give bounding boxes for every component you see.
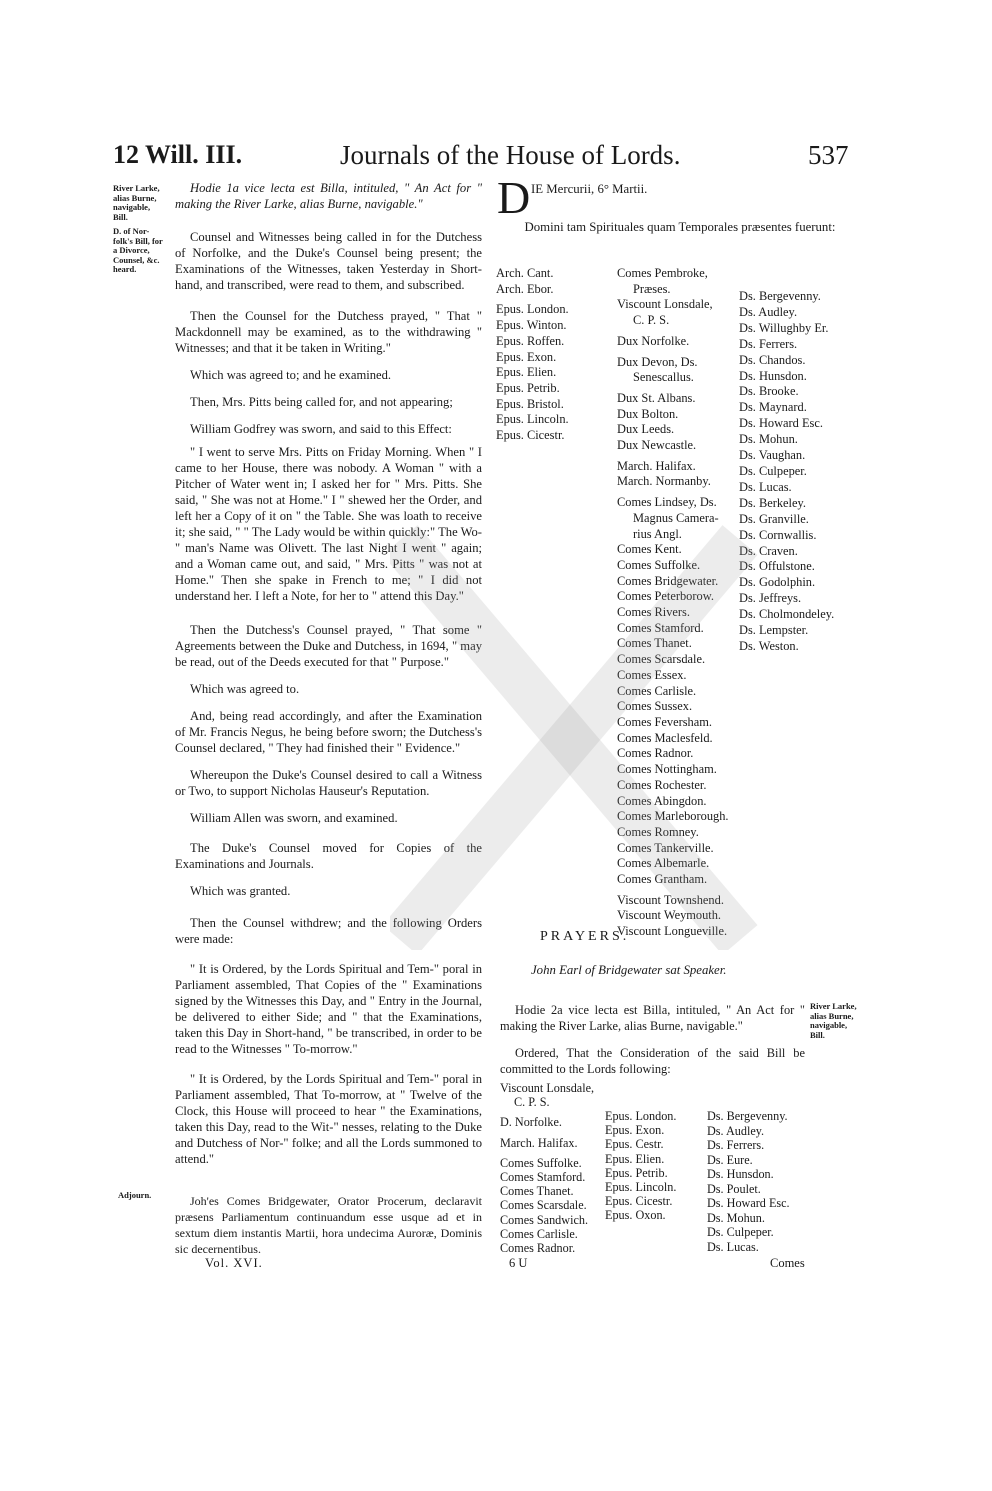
page-header-title: Journals of the House of Lords. (340, 140, 681, 170)
list-item: Comes Marleborough. (617, 809, 729, 824)
list-item: Ds. Brooke. (739, 384, 799, 399)
paragraph-order-examinations: " It is Ordered, by the Lords Spiritual and Tem-" poral in Parliament assembled, That To-morrow, at " Twelve of the Clock, this House will proceed to hear " the Examinations, taken this Day, read to the Wit-" nesses, relating to the Duke and Dutchess of Nor-" folke; and all the Lords summoned to attend." (175, 1072, 482, 1166)
list-item: Epus. Roffen. (496, 333, 565, 348)
margin-note-norfolk-divorce: D. of Nor- folk's Bill, for a Divorce, Counsel, &c. heard. (113, 226, 163, 274)
list-item: Arch. Cant. (496, 266, 554, 280)
list-item: Dux Norfolke. (617, 333, 690, 348)
list-item: Comes Suffolke. (500, 1155, 582, 1170)
list-item: Comes Abingdon. (617, 793, 707, 808)
list-item: Comes Maclesfeld. (617, 730, 713, 745)
list-item: Epus. Oxon. (605, 1208, 666, 1223)
list-item: Senescallus. (633, 370, 694, 385)
list-item: Ds. Mohun. (739, 432, 798, 447)
drop-cap-letter: D (497, 172, 531, 223)
list-item: Ds. Maynard. (739, 400, 807, 415)
paragraph-negus: And, being read accordingly, and after the Examination of Mr. Francis Negus, he being before sworn; the Dutchess's Counsel declared, " They had finished their " Evidence." (175, 709, 482, 755)
list-item: Ds. Jeffreys. (739, 591, 802, 606)
list-item: Ds. Bergevenny. (707, 1109, 788, 1123)
list-item: Dux St. Albans. (617, 390, 696, 405)
list-item: Comes Romney. (617, 824, 699, 839)
watermark-cross (390, 520, 760, 950)
prayers-heading: PRAYERS. (540, 929, 630, 944)
list-item: Dux Leeds. (617, 422, 675, 437)
list-item: Dux Devon, Ds. (617, 354, 698, 369)
list-item: Ds. Berkeley. (739, 495, 806, 510)
list-item: Comes Stamford. (617, 620, 704, 635)
list-item: Ds. Godolphin. (739, 575, 816, 590)
list-item: Comes Peterborow. (617, 589, 714, 604)
list-item: Ds. Ferrers. (739, 336, 798, 351)
list-item: Epus. Petrib. (605, 1165, 668, 1180)
list-item: Viscount Lonsdale, (617, 297, 713, 312)
paragraph-pitts-absent: Then, Mrs. Pitts being called for, and not appearing; (190, 395, 453, 409)
paragraph-counsel-withdrew: Then the Counsel withdrew; and the following Orders were made: (175, 916, 482, 946)
list-item: Comes Sandwich. (500, 1212, 589, 1227)
list-item: Ds. Vaughan. (739, 448, 806, 463)
list-item: Comes Carlisle. (500, 1226, 578, 1241)
list-item: Comes Nottingham. (617, 762, 717, 777)
list-item: D. Norfolke. (500, 1115, 562, 1130)
list-item: Ds. Offulstone. (739, 559, 815, 574)
domini-heading: Domini tam Spirituales quam Temporales præsentes fuerunt: (524, 220, 836, 234)
committee-bishops-list (605, 1109, 676, 1223)
list-item: Comes Stamford. (500, 1170, 586, 1185)
list-item: Viscount Lonsdale, (500, 1081, 595, 1095)
speaker-line: John Earl of Bridgewater sat Speaker. (531, 963, 727, 977)
committee-barons-list (707, 1109, 790, 1254)
paragraph-allen-sworn: William Allen was sworn, and examined. (190, 811, 398, 825)
list-item: Ds. Bergevenny. (739, 289, 821, 303)
paragraph-order-copies: " It is Ordered, by the Lords Spiritual and Tem-" poral in Parliament assembled, That Copies of the " Examinations signed by the Witnesses this Day, and " Entry in the Journal, be delivered to either Side; and " that the Examinations, taken this Day in Short-hand, " be transcribed, in order to be read to the Witnesses " To-morrow." (175, 962, 482, 1056)
list-item: Ds. Lucas. (739, 479, 792, 494)
list-item: Epus. Cicestr. (605, 1194, 673, 1209)
list-item: Ds. Ferrers. (707, 1138, 765, 1152)
list-item: Magnus Camera- (633, 510, 719, 525)
list-item: Comes Radnor. (617, 746, 694, 761)
list-item: Ds. Culpeper. (707, 1225, 774, 1239)
paragraph-witness-reputation: Whereupon the Duke's Counsel desired to call a Witness or Two, to support Nicholas Hauseur's Reputation. (175, 768, 482, 798)
list-item: Dux Bolton. (617, 406, 679, 421)
list-item: Dux Newcastle. (617, 438, 697, 453)
list-item: Viscount Townshend. (617, 892, 724, 907)
list-item: Ds. Cornwallis. (739, 527, 817, 542)
list-item: Arch. Ebor. (496, 281, 554, 296)
list-item: Comes Pembroke, (617, 266, 708, 280)
list-item: March. Halifax. (500, 1135, 578, 1150)
attendance-bishops-list (496, 266, 569, 444)
list-item: Epus. Petrib. (496, 380, 560, 395)
list-item: Comes Kent. (617, 542, 682, 557)
margin-note-adjourn: Adjourn. (118, 1190, 152, 1200)
list-item: March. Halifax. (617, 458, 696, 473)
list-item: March. Normanby. (617, 474, 711, 489)
list-item: Ds. Chandos. (739, 352, 806, 367)
list-item: Ds. Hunsdon. (707, 1167, 774, 1181)
paragraph-agreed-2: Which was agreed to. (190, 682, 300, 696)
list-item: Epus. Exon. (496, 349, 557, 364)
list-item: Comes Radnor. (500, 1241, 576, 1256)
list-item: Comes Carlisle. (617, 683, 697, 698)
list-item: Ds. Culpeper. (739, 463, 807, 478)
paragraph-committee-ordered: Ordered, That the Consideration of the said Bill be committed to the Lords following: (500, 1046, 805, 1076)
list-item: Comes Tankerville. (617, 840, 714, 855)
list-item: Epus. Elien. (605, 1151, 665, 1166)
paragraph-agreements: Then the Dutchess's Counsel prayed, " That some " Agreements between the Duke and Dutchess, in 1694, " may be read, out of the Deeds executed for that " Purpose." (175, 623, 482, 669)
list-item: Epus. Lincoln. (605, 1180, 677, 1195)
page-header-regnal-year: 12 Will. III. (113, 140, 243, 169)
list-item: Comes Albemarle. (617, 856, 710, 871)
list-item: Epus. Cestr. (605, 1137, 664, 1152)
list-item: Præses. (633, 281, 671, 296)
list-item: Epus. Exon. (605, 1123, 665, 1138)
list-item: Comes Lindsey, Ds. (617, 495, 717, 510)
list-item: Ds. Eure. (707, 1152, 753, 1167)
paragraph-godfrey-sworn: William Godfrey was sworn, and said to this Effect: (190, 422, 452, 436)
paragraph-counsel-called: Counsel and Witnesses being called in for the Dutchess of Norfolke, and the Duke's Counsel being present; the Examinations of the Witnesses, taken Yesterday in Short-hand, and transcribed, were read to them, and subscribed. (175, 230, 482, 292)
volume-footer: Vol. XVI. (205, 1256, 263, 1270)
list-item: Ds. Mohun. (707, 1210, 765, 1225)
paragraph-adjournment: Joh'es Comes Bridgewater, Orator Procerum, declaravit præsens Parliamentum continuandum esse usque ad et in sextum diem instantis Martii, hora undecima Auroræ, Dominis sic decernentibus. (175, 1194, 482, 1256)
list-item: Ds. Lucas. (707, 1239, 759, 1254)
list-item: Comes Sussex. (617, 699, 693, 714)
paragraph-second-reading: Hodie 2a vice lecta est Billa, intituled, " An Act for " making the River Larke, alias Burne, navigable." (500, 1003, 805, 1033)
list-item: Comes Scarsdale. (617, 652, 706, 667)
list-item: Ds. Willughby Er. (739, 320, 829, 335)
list-item: Comes Rivers. (617, 605, 690, 620)
list-item: Comes Suffolke. (617, 557, 701, 572)
margin-note-river-larke-2: River Larke, alias Burne, navigable, Bill. (810, 1001, 857, 1040)
paragraph-granted: Which was granted. (190, 884, 291, 898)
list-item: Ds. Weston. (739, 638, 799, 653)
list-item: Comes Scarsdale. (500, 1198, 587, 1213)
list-item: Epus. Winton. (496, 318, 567, 333)
paragraph-first-reading: Hodie 1a vice lecta est Billa, intituled, " An Act for " making the River Larke, alias Burne, navigable." (175, 181, 482, 211)
list-item: Ds. Lempster. (739, 623, 809, 638)
list-item: Ds. Audley. (707, 1123, 765, 1138)
list-item: Epus. Bristol. (496, 396, 564, 411)
list-item: Ds. Craven. (739, 543, 798, 558)
list-item: Ds. Howard Esc. (739, 416, 823, 431)
list-item: Ds. Audley. (739, 304, 798, 319)
list-item: Comes Rochester. (617, 777, 707, 792)
list-item: rius Angl. (633, 526, 682, 541)
list-item: Comes Feversham. (617, 714, 712, 729)
list-item: Epus. Cicestr. (496, 428, 565, 443)
paragraph-copies-motion: The Duke's Counsel moved for Copies of the Examinations and Journals. (175, 841, 482, 871)
paragraph-mackdonnell: Then the Counsel for the Dutchess prayed, " That " Mackdonnell may be examined, as to the withdrawing " Witnesses; and that it be taken in Writing." (175, 309, 482, 355)
list-item: C. P. S. (514, 1095, 550, 1110)
list-item: Viscount Weymouth. (617, 908, 722, 923)
paragraph-godfrey-testimony: " I went to serve Mrs. Pitts on Friday Morning. When " I came to her House, there was nobody. A Woman " with a Pitcher of Water went in; I asked her for " Mrs. Pitts. She said, " She was not at Home." I " shewed her the Order, and left her a Copy of it on " the Table. She was loath to receive it; she said, " " The Lady would be within quickly:" The Wo-" man's Name was Olivett. The last Night I went " again; and a Woman came out, and said, " Mrs. Pitts " was not at Home." Then she spake in French to me; " I did not understand her. I left a Note, for her to " attend this Day." (175, 445, 482, 603)
list-item: Comes Bridgewater. (617, 573, 719, 588)
list-item: Ds. Granville. (739, 511, 809, 526)
list-item: Epus. Lincoln. (496, 412, 569, 427)
paragraph-agreed: Which was agreed to; and he examined. (190, 368, 392, 382)
signature-mark: 6 U (509, 1256, 528, 1270)
list-item: Comes Grantham. (617, 872, 708, 887)
page-number: 537 (808, 140, 849, 170)
list-item: Ds. Poulet. (707, 1181, 761, 1196)
list-item: Epus. London. (496, 302, 569, 317)
list-item: Comes Thanet. (617, 636, 692, 651)
committee-lords-list (500, 1081, 594, 1255)
list-item: Epus. London. (605, 1109, 677, 1123)
list-item: Viscount Longueville. (617, 924, 728, 939)
list-item: Ds. Howard Esc. (707, 1196, 790, 1210)
margin-note-river-larke: River Larke, alias Burne, navigable, Bill. (113, 183, 160, 222)
date-line: IE Mercurii, 6° Martii. (531, 182, 648, 196)
catchword: Comes (770, 1256, 805, 1270)
list-item: Ds. Cholmondeley. (739, 607, 835, 622)
list-item: Ds. Hunsdon. (739, 368, 807, 383)
list-item: Comes Essex. (617, 667, 687, 682)
list-item: Epus. Elien. (496, 365, 557, 380)
list-item: C. P. S. (633, 313, 670, 328)
list-item: Comes Thanet. (500, 1184, 574, 1199)
second-reading-text (500, 1002, 805, 1088)
